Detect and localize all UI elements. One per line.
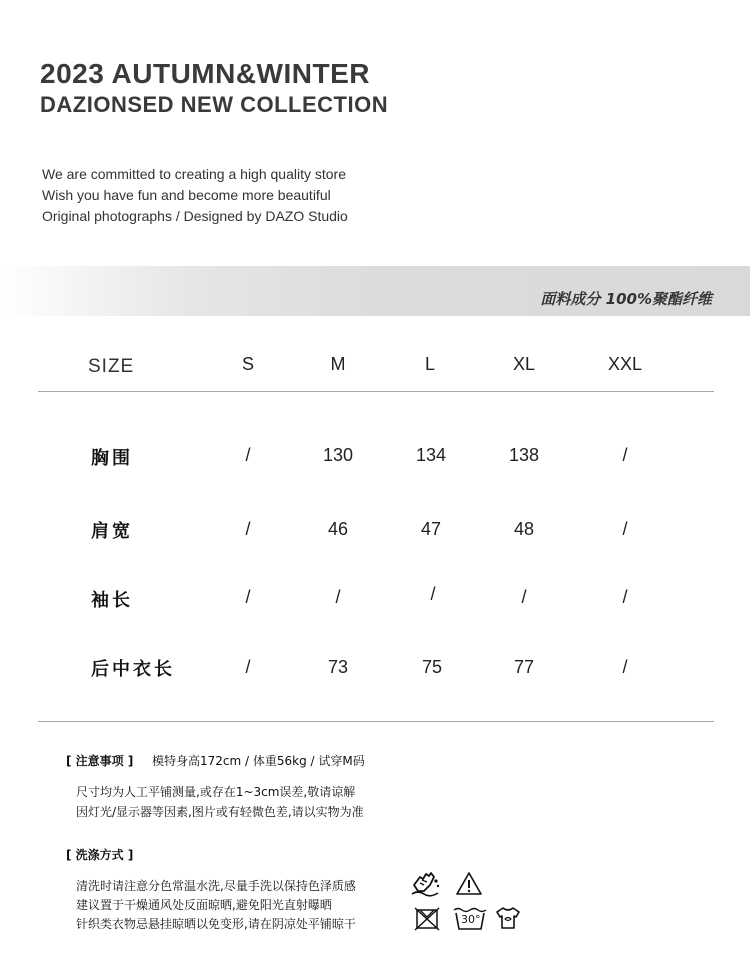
color-note: 因灯光/显示器等因素,图片或有轻微色差,请以实物为准 [76, 805, 364, 819]
table-cell: / [622, 519, 628, 539]
collection-title-line1: 2023 AUTUMN&WINTER [40, 58, 370, 89]
warning-triangle-icon [455, 871, 483, 897]
size-col-m: M [330, 354, 346, 374]
table-cell: 48 [513, 519, 535, 539]
size-header-label: SIZE [88, 356, 135, 377]
size-col-xl: XL [512, 354, 536, 374]
shirt-icon [494, 905, 522, 931]
table-cell: 46 [327, 519, 349, 539]
tagline-3: Original photographs / Designed by DAZO Studio [42, 208, 348, 224]
model-info: 模特身高172cm / 体重56kg / 试穿M码 [152, 754, 365, 768]
washing-line-1: 清洗时请注意分色常温水洗,尽量手洗以保持色泽质感 [76, 879, 356, 893]
table-cell: / [245, 587, 251, 607]
table-cell: / [335, 587, 341, 607]
wash-temp-label: 30° [461, 913, 481, 926]
table-cell: 47 [420, 519, 442, 539]
table-bottom-divider [38, 721, 714, 722]
washing-line-2: 建议置于干燥通风处反面晾晒,避免阳光直射曝晒 [76, 898, 332, 912]
table-cell: / [521, 587, 527, 607]
row-label-sleeve: 袖长 [91, 590, 133, 611]
hand-wash-icon [410, 869, 442, 899]
row-label-chest: 胸围 [91, 448, 133, 469]
row-label-shoulder: 肩宽 [91, 521, 133, 542]
washing-label: [ 洗涤方式 ] [66, 848, 134, 862]
table-cell: / [245, 519, 251, 539]
table-top-divider [38, 391, 714, 392]
table-cell: 75 [421, 657, 443, 677]
tagline-1: We are committed to creating a high quality store [42, 166, 347, 182]
size-col-s: S [241, 354, 254, 374]
collection-title-line2: DAZIONSED NEW COLLECTION [40, 92, 389, 117]
washing-line-3: 针织类衣物忌悬挂晾晒以免变形,请在阴凉处平铺晾干 [76, 917, 356, 931]
wash-30-icon [452, 904, 488, 932]
table-cell: / [245, 657, 251, 677]
measurement-note: 尺寸均为人工平铺测量,或存在1~3cm误差,敬请谅解 [76, 785, 356, 799]
fabric-composition: 面料成分 100%聚酯纤维 [540, 290, 712, 308]
table-cell: / [622, 657, 628, 677]
table-cell: 130 [322, 445, 354, 465]
tagline-2: Wish you have fun and become more beautiful [42, 187, 331, 203]
table-cell: / [622, 587, 628, 607]
no-tumble-dry-icon [414, 906, 440, 932]
table-cell: 134 [415, 445, 447, 465]
table-cell: 73 [327, 657, 349, 677]
table-cell: / [430, 584, 436, 604]
size-col-l: L [424, 354, 435, 374]
table-cell: 138 [508, 445, 540, 465]
table-cell: / [245, 445, 251, 465]
row-label-back-length: 后中衣长 [91, 659, 175, 680]
table-cell: / [622, 445, 628, 465]
table-cell: 77 [513, 657, 535, 677]
attention-label: [ 注意事项 ] [66, 754, 134, 768]
size-col-xxl: XXL [607, 354, 643, 374]
